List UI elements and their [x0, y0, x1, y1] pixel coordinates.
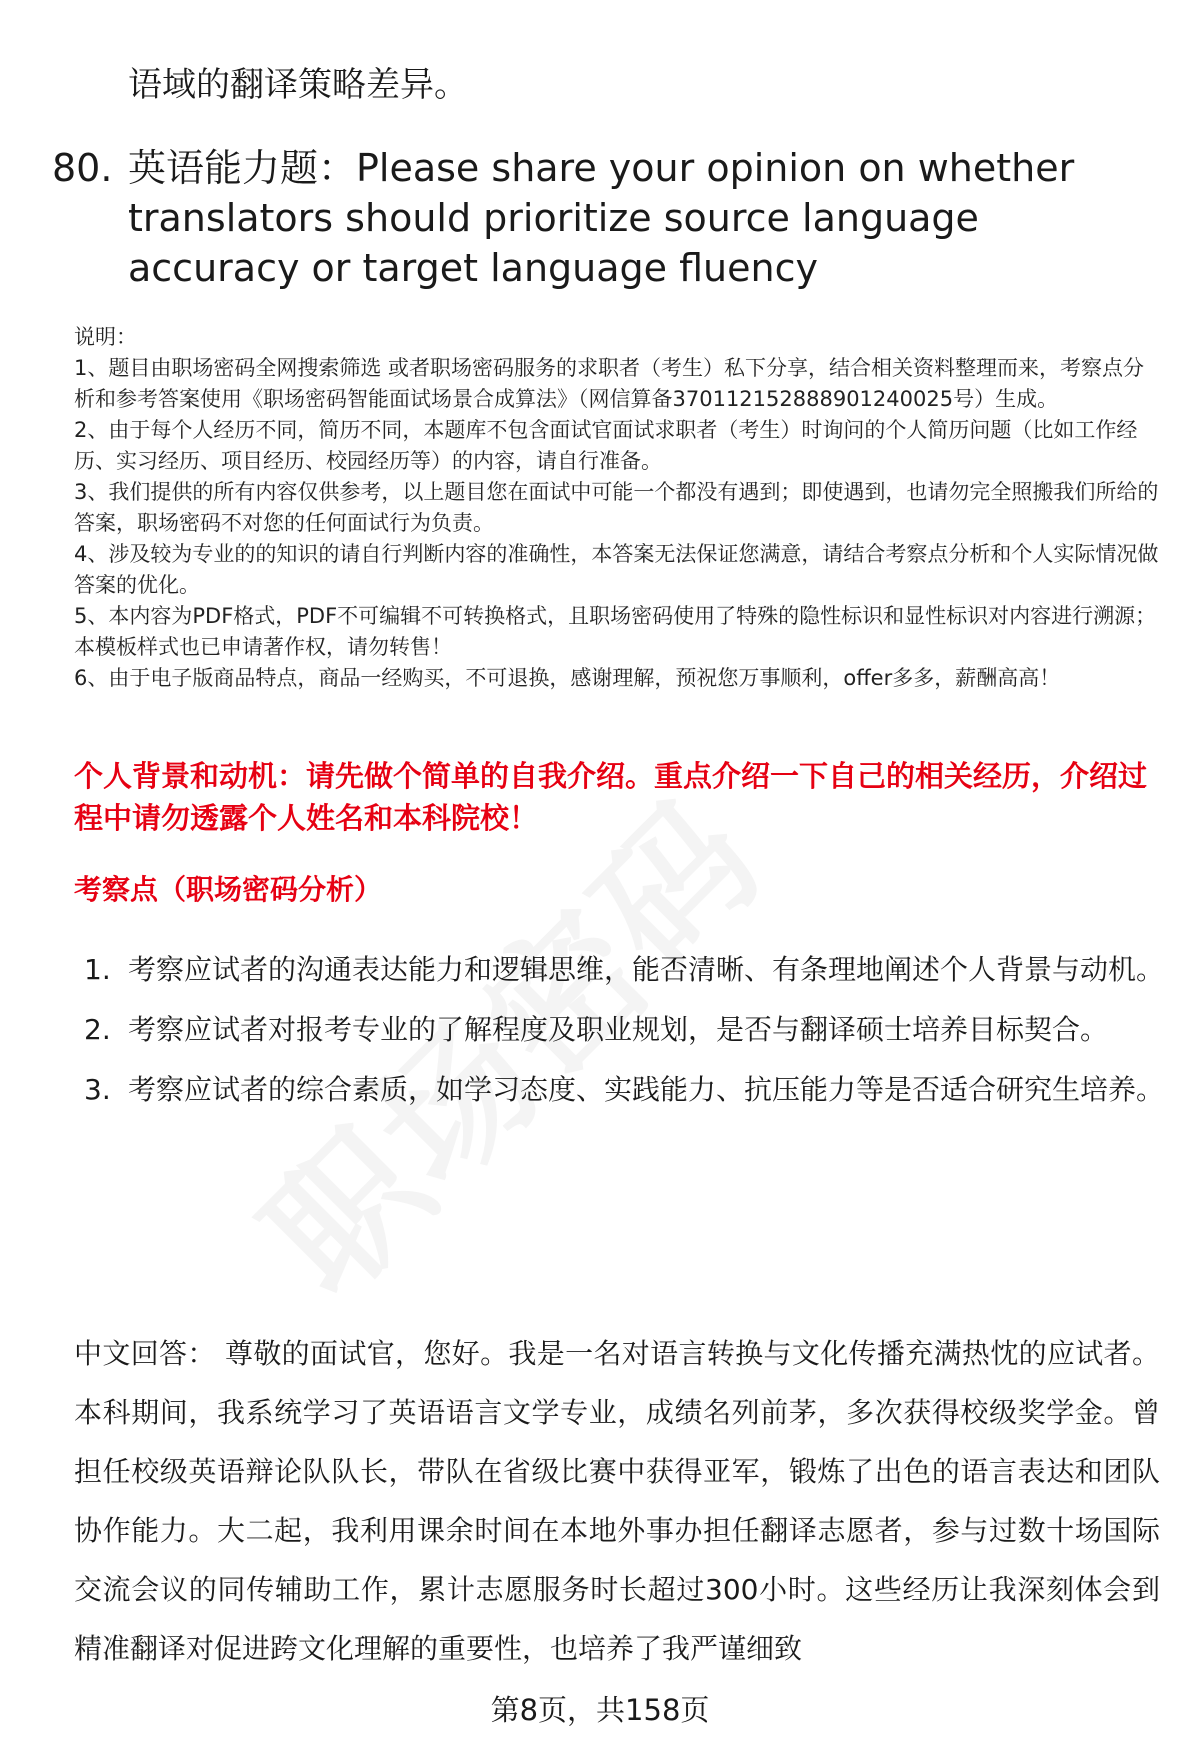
list-item [84, 940, 1164, 1000]
note-item: 4、涉及较为专业的的知识的请自行判断内容的准确性，本答案无法保证您满意，请结合考察点分析和个人实际情况做答案的优化。 [74, 542, 1159, 597]
note-item: 6、由于电子版商品特点，商品一经购买，不可退换，感谢理解，预祝您万事顺利，offer多多，薪酬高高！ [74, 666, 1061, 690]
list-item-number: 2. [84, 1013, 111, 1046]
question-number: 80. [52, 146, 113, 190]
list-item-number: 1. [84, 953, 111, 986]
list-item-text: 考察应试者对报考专业的了解程度及职业规划，是否与翻译硕士培养目标契合。 [128, 1013, 1109, 1046]
analysis-title: 考察点（职场密码分析） [74, 873, 383, 906]
notes-heading: 说明： [74, 325, 137, 349]
note-item: 5、本内容为PDF格式，PDF不可编辑不可转换格式，且职场密码使用了特殊的隐性标识和显性标识对内容进行溯源；本模板样式也已申请著作权，请勿转售！ [74, 604, 1157, 659]
question-text: 英语能力题：Please share your opinion on whether translators should prioritize source language accuracy or target language fluency [128, 146, 1075, 290]
notes-section [74, 322, 1164, 694]
analysis-list [84, 940, 1164, 1120]
note-item: 3、我们提供的所有内容仅供参考，以上题目您在面试中可能一个都没有遇到；即使遇到，也请勿完全照搬我们所给的答案，职场密码不对您的任何面试行为负责。 [74, 480, 1159, 535]
answer-text: 中文回答： 尊敬的面试官，您好。我是一名对语言转换与文化传播充满热忱的应试者。本科期间，我系统学习了英语语言文学专业，成绩名列前茅，多次获得校级奖学金。曾担任校级英语辩论队队长，带队在省级比赛中获得亚军，锻炼了出色的语言表达和团队协作能力。大二起，我利用课余时间在本地外事办担任翻译志愿者，参与过数十场国际交流会议的同传辅助工作，累计志愿服务时长超过300小时。这些经历让我深刻体会到精准翻译对促进跨文化理解的重要性，也培养了我严谨细致 [74, 1337, 1160, 1665]
page-footer: 第8页，共158页 [490, 1693, 710, 1727]
interview-question: 个人背景和动机：请先做个简单的自我介绍。重点介绍一下自己的相关经历，介绍过程中请勿透露个人姓名和本科院校！ [74, 759, 1148, 835]
continuation-text: 语域的翻译策略差异。 [128, 65, 468, 105]
note-item: 1、题目由职场密码全网搜索筛选 或者职场密码服务的求职者（考生）私下分享，结合相关资料整理而来，考察点分析和参考答案使用《职场密码智能面试场景合成算法》（网信算备370112152888901240025号）生成。 [74, 356, 1145, 411]
list-item-text: 考察应试者的综合素质，如学习态度、实践能力、抗压能力等是否适合研究生培养。 [128, 1073, 1165, 1106]
list-item [84, 1000, 1164, 1060]
list-item-number: 3. [84, 1073, 111, 1106]
list-item [84, 1060, 1164, 1120]
note-item: 2、由于每个人经历不同，简历不同，本题库不包含面试官面试求职者（考生）时询问的个人简历问题（比如工作经历、实习经历、项目经历、校园经历等）的内容，请自行准备。 [74, 418, 1138, 473]
list-item-text: 考察应试者的沟通表达能力和逻辑思维，能否清晰、有条理地阐述个人背景与动机。 [128, 953, 1165, 986]
